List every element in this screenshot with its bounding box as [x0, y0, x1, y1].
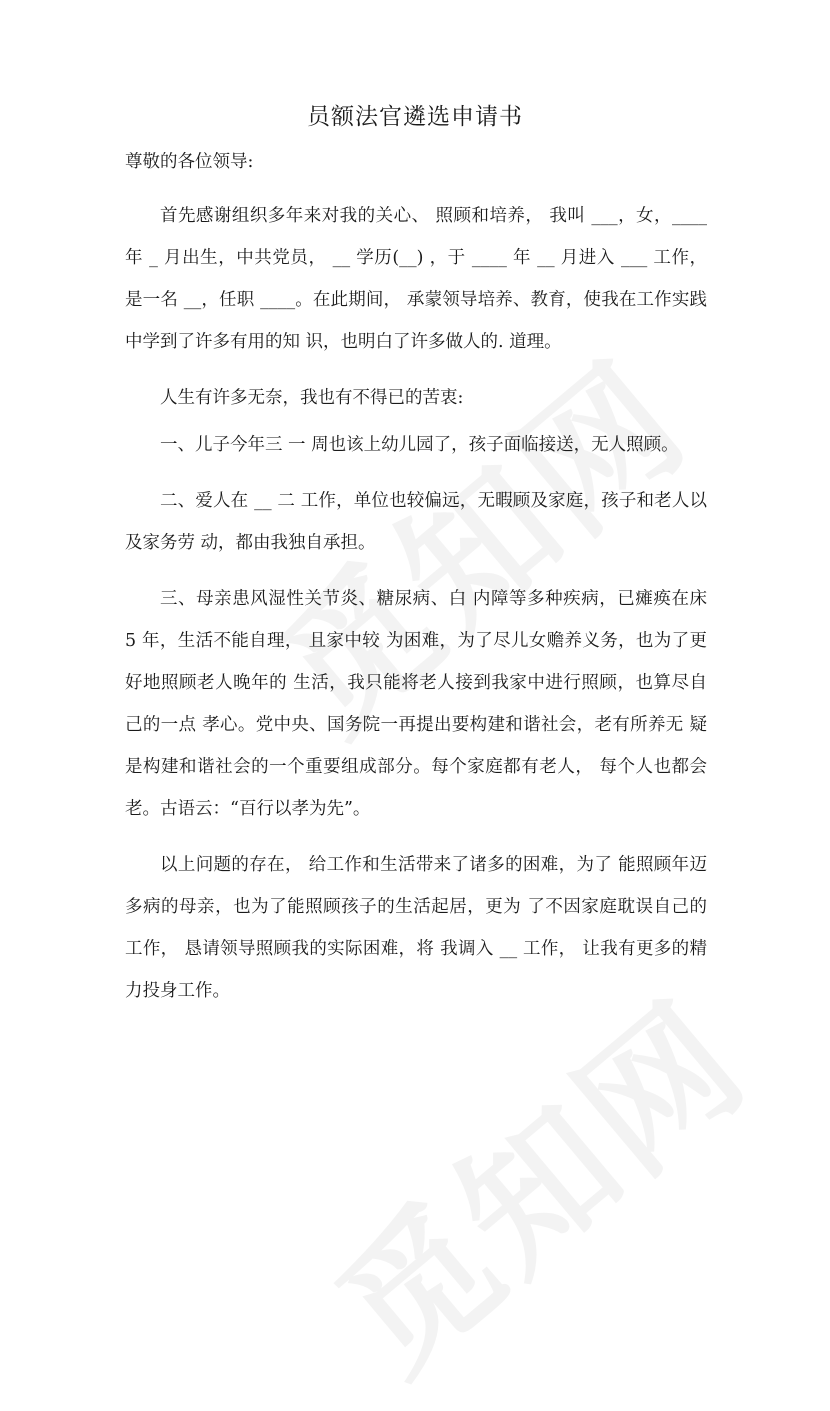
watermark-logo-bottom — [285, 945, 782, 1411]
paragraph-conclusion: 以上问题的存在， 给工作和生活带来了诸多的困难，为了 能照顾年迈多病的母亲，也为了能照顾孩子的生活起居，更为 了不因家庭耽误自己的工作， 恳请领导照顾我的实际困难，将 我调入 __ 工作， 让我有更多的精力投身工作。 — [125, 855, 707, 1001]
document-body — [125, 146, 707, 1012]
paragraph-reason-3: 三、母亲患风湿性关节炎、糖尿病、白 内障等多种疾病，已瘫痪在床 5 年，生活不能自理， 且家中较 为困难，为了尽儿女赡养义务，也为了更好地照顾老人晚年的 生活，我只能将老人接到我家中进行照顾，也算尽自己的一点 孝心。党中央、国务院一再提出要构建和谐社会，老有所养无 疑是构建和谐社会的一个重要组成部分。每个家庭都有老人， 每个人也都会老。古语云：“百行以孝为先”。 — [125, 589, 707, 819]
paragraph-reason-2: 二、爱人在 __ 二 工作，单位也较偏远，无暇顾及家庭，孩子和老人以及家务劳 动，都由我独自承担。 — [125, 491, 707, 553]
page-title: 员额法官遴选申请书 — [307, 104, 523, 130]
paragraph-difficulties-intro: 人生有许多无奈，我也有不得已的苦衷: — [160, 388, 464, 408]
paragraph-intro: 首先感谢组织多年来对我的关心、 照顾和培养， 我叫 ___，女，____ 年 _ 月出生，中共党员， __ 学历(__) ，于 ____ 年 __ 月进入 ___ 工作， 是一名 __，任职 ____。在此期间， 承蒙领导培养、教育，使我在工作实践中学到了许多有用的知 识，也明白了许多做人的. 道理。 — [125, 206, 707, 352]
paragraph-reason-1: 一、儿子今年三 一 周也该上幼儿园了，孩子面临接送，无人照顾。 — [160, 435, 679, 455]
salutation: 尊敬的各位领导: — [125, 152, 254, 172]
